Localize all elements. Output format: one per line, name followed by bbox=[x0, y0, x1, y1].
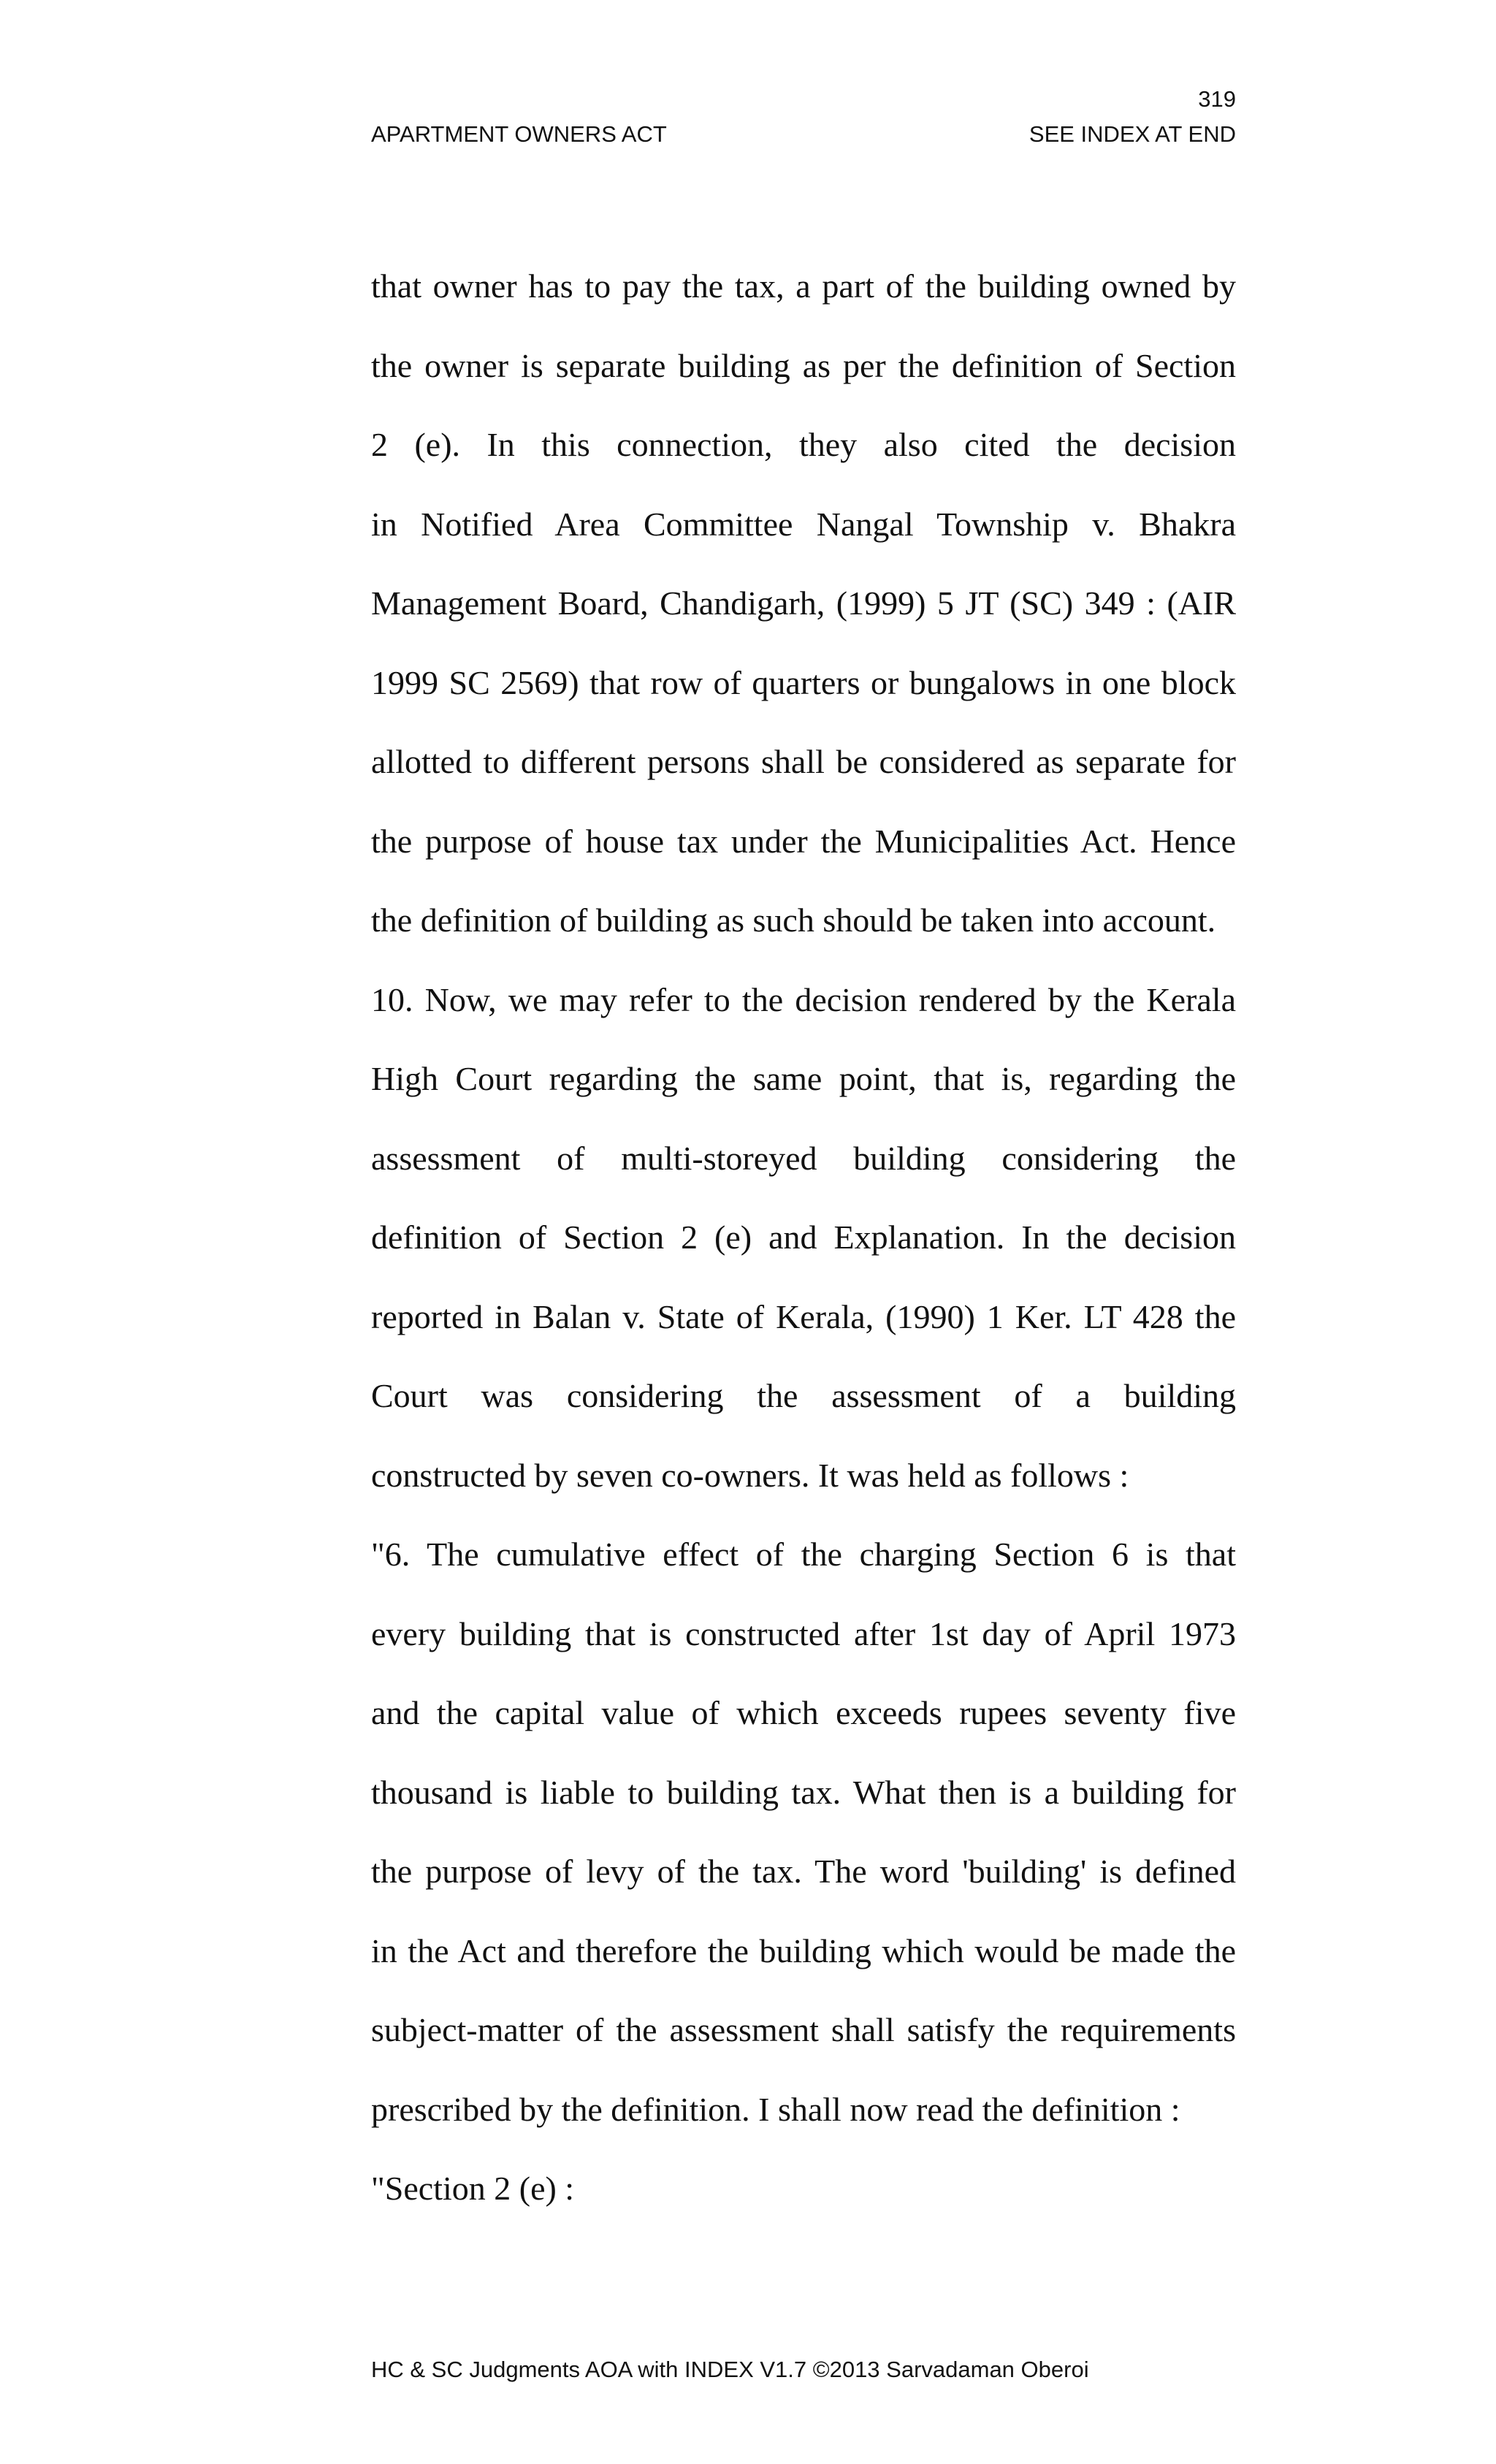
text-line: Court was considering the assessment of a building bbox=[371, 1377, 1236, 1414]
page-number: 319 bbox=[1198, 86, 1236, 112]
text-line: in Notified Area Committee Nangal Township v. Bhakra bbox=[371, 505, 1236, 543]
text-line: "Section 2 (e) : bbox=[371, 2170, 575, 2207]
text-line: the definition of building as such should be taken into account. bbox=[371, 901, 1216, 939]
text-line: 1999 SC 2569) that row of quarters or bungalows in one block bbox=[371, 663, 1236, 701]
text-line: "6. The cumulative effect of the charging Section 6 is that bbox=[371, 1536, 1236, 1573]
judgment-text bbox=[371, 262, 1236, 2243]
text-line: 10. Now, we may refer to the decision rendered by the Kerala bbox=[371, 980, 1236, 1018]
page-footer: HC & SC Judgments AOA with INDEX V1.7 ©2013 Sarvadaman Oberoi bbox=[371, 2357, 1089, 2382]
text-line: in the Act and therefore the building which would be made the bbox=[371, 1931, 1236, 1969]
header-index-note: SEE INDEX AT END bbox=[1028, 121, 1236, 147]
text-line: definition of Section 2 (e) and Explanation. In the decision bbox=[371, 1218, 1236, 1256]
text-line: subject-matter of the assessment shall satisfy the requirements bbox=[371, 2011, 1236, 2048]
text-line: prescribed by the definition. I shall now read the definition : bbox=[371, 2090, 1180, 2128]
text-line: and the capital value of which exceeds rupees seventy five bbox=[371, 1694, 1236, 1731]
text-line: the owner is separate building as per the definition of Section bbox=[371, 346, 1236, 384]
running-header bbox=[371, 123, 1236, 145]
text-line: thousand is liable to building tax. What then is a building for bbox=[371, 1773, 1236, 1811]
text-line: reported in Balan v. State of Kerala, (1990) 1 Ker. LT 428 the bbox=[371, 1297, 1236, 1335]
header-title: APARTMENT OWNERS ACT bbox=[371, 121, 667, 147]
text-line: 2 (e). In this connection, they also cited the decision bbox=[371, 426, 1236, 463]
text-line: the purpose of house tax under the Municipalities Act. Hence bbox=[371, 822, 1236, 860]
text-line: Management Board, Chandigarh, (1999) 5 JT (SC) 349 : (AIR bbox=[371, 584, 1236, 622]
text-line: assessment of multi-storeyed building considering the bbox=[371, 1139, 1236, 1177]
text-line: that owner has to pay the tax, a part of the building owned by bbox=[371, 267, 1236, 305]
text-line: allotted to different persons shall be considered as separate for bbox=[371, 743, 1236, 780]
text-line: High Court regarding the same point, that is, regarding the bbox=[371, 1060, 1236, 1097]
text-line: the purpose of levy of the tax. The word 'building' is defined bbox=[371, 1853, 1236, 1890]
text-line: every building that is constructed after 1st day of April 1973 bbox=[371, 1614, 1236, 1652]
text-line: constructed by seven co-owners. It was held as follows : bbox=[371, 1456, 1129, 1494]
